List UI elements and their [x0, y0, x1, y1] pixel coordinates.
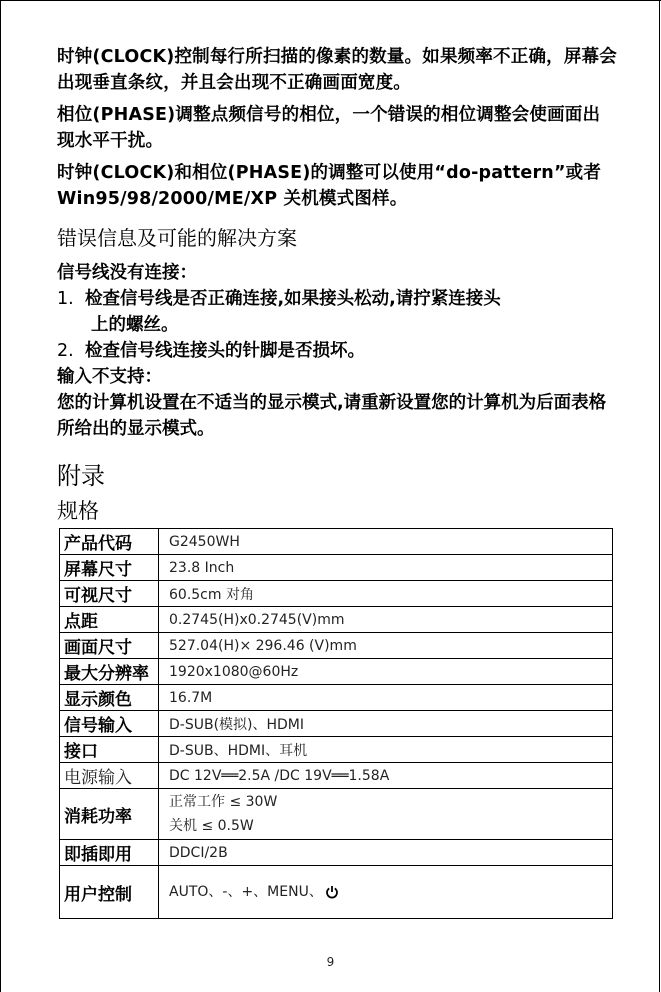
spec-key: 接口	[60, 737, 159, 763]
unsupported-text: 您的计算机设置在不适当的显示模式,请重新设置您的计算机为后面表格所给出的显示模式。	[57, 393, 607, 439]
power-icon	[325, 885, 339, 903]
list-item	[57, 286, 617, 312]
table-row	[60, 555, 613, 581]
list-item-continuation: 上的螺丝。	[91, 315, 179, 335]
spec-key: 最大分辨率	[60, 659, 159, 685]
spec-key: 信号输入	[60, 711, 159, 737]
table-row	[60, 866, 613, 919]
table-row	[60, 763, 613, 789]
list-item-number: 2.	[57, 341, 74, 361]
spec-key: 消耗功率	[60, 789, 159, 840]
spec-key: 画面尺寸	[60, 633, 159, 659]
spec-title: 规格	[57, 499, 99, 523]
spec-value: 527.04(H)× 296.46 (V)mm	[159, 633, 613, 659]
page-content	[57, 44, 617, 919]
page-border-left	[0, 0, 1, 992]
page-border-top	[0, 0, 661, 1]
spec-value	[159, 866, 613, 919]
spec-key: 产品代码	[60, 529, 159, 555]
spec-value-line: 正常工作 ≤ 30W	[169, 794, 278, 810]
spec-table	[59, 528, 613, 919]
unsupported-title: 输入不支持：	[57, 367, 162, 387]
page-number: 9	[326, 955, 335, 969]
table-row	[60, 607, 613, 633]
spec-value: D-SUB、HDMI、耳机	[159, 737, 613, 763]
spec-value-line: 关机 ≤ 0.5W	[169, 818, 254, 834]
troubleshoot-heading: 错误信息及可能的解决方案	[57, 226, 297, 250]
no-signal-title: 信号线没有连接：	[57, 263, 197, 283]
paragraph-phase: 相位(PHASE)调整点频信号的相位，一个错误的相位调整会使画面出现水平干扰。	[57, 105, 601, 151]
spec-value	[159, 789, 613, 840]
spec-key: 点距	[60, 607, 159, 633]
spec-key: 显示颜色	[60, 685, 159, 711]
list-item	[57, 338, 617, 364]
paragraph-clock: 时钟(CLOCK)控制每行所扫描的像素的数量。如果频率不正确，屏幕会出现垂直条纹，并且会出现不正确画面宽度。	[57, 47, 617, 93]
spec-key: 即插即用	[60, 840, 159, 866]
spec-value: 60.5cm 对角	[159, 581, 613, 607]
spec-value: DDCI/2B	[159, 840, 613, 866]
table-row	[60, 659, 613, 685]
spec-key: 电源输入	[60, 763, 159, 789]
spec-key: 用户控制	[60, 866, 159, 919]
spec-value: D-SUB(模拟)、HDMI	[159, 711, 613, 737]
spec-value: 16.7M	[159, 685, 613, 711]
paragraph-pattern: 时钟(CLOCK)和相位(PHASE)的调整可以使用“do-pattern”或者 Win95/98/2000/ME/XP 关机模式图样。	[57, 163, 602, 209]
table-row	[60, 840, 613, 866]
table-row	[60, 789, 613, 840]
list-item-number: 1.	[57, 289, 74, 309]
spec-key: 可视尺寸	[60, 581, 159, 607]
spec-value: DC 12V══2.5A /DC 19V══1.58A	[159, 763, 613, 789]
spec-value: G2450WH	[159, 529, 613, 555]
spec-value: 0.2745(H)x0.2745(V)mm	[159, 607, 613, 633]
table-row	[60, 685, 613, 711]
user-control-text: AUTO、-、+、MENU、	[169, 884, 323, 900]
table-row	[60, 581, 613, 607]
spec-key: 屏幕尺寸	[60, 555, 159, 581]
page-border-right	[659, 0, 660, 992]
table-row	[60, 711, 613, 737]
appendix-title: 附录	[57, 462, 105, 490]
spec-value: 1920x1080@60Hz	[159, 659, 613, 685]
spec-value: 23.8 Inch	[159, 555, 613, 581]
table-row	[60, 529, 613, 555]
list-item-text: 检查信号线是否正确连接,如果接头松动,请拧紧连接头	[85, 289, 501, 309]
table-row	[60, 737, 613, 763]
list-item-text: 检查信号线连接头的针脚是否损坏。	[85, 341, 365, 361]
table-row	[60, 633, 613, 659]
